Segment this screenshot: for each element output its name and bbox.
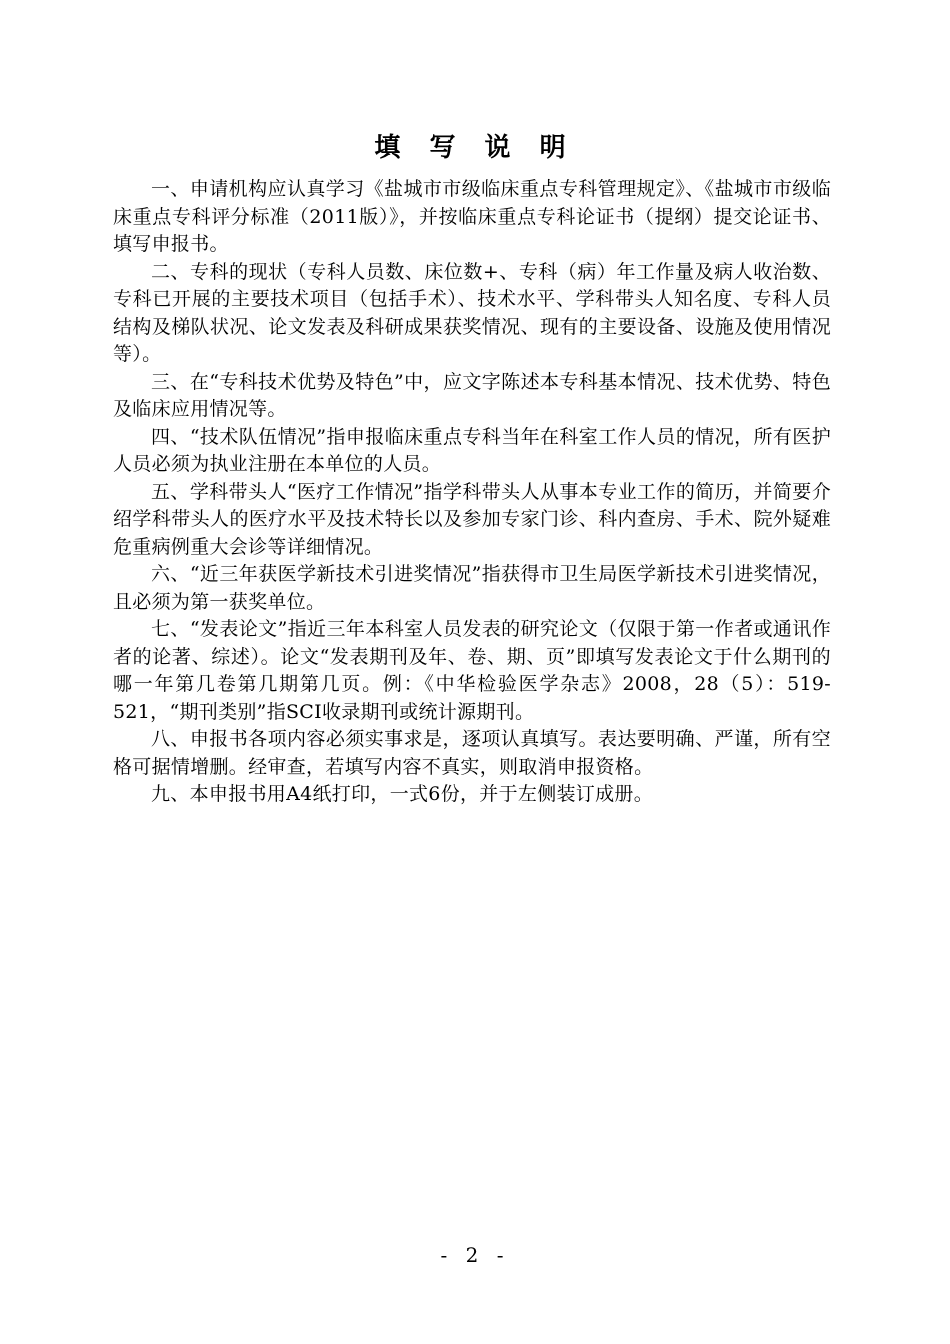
instruction-item-1: 一、申请机构应认真学习《盐城市市级临床重点专科管理规定》、《盐城市市级临床重点专科评分标准（2011版）》，并按临床重点专科论证书（提纲）提交论证书、填写申报书。 (113, 178, 831, 255)
instruction-item-7: 七、“发表论文”指近三年本科室人员发表的研究论文（仅限于第一作者或通讯作者的论著、综述）。论文“发表期刊及年、卷、期、页”即填写发表论文于什么期刊的哪一年第几卷第几期第几页。例：《中华检验医学杂志》2008，28（5）：519-521，“期刊类别”指SCI收录期刊或统计源期刊。 (113, 618, 831, 723)
instruction-item-9: 九、本申报书用A4纸打印，一式6份，并于左侧装订成册。 (151, 783, 653, 805)
instruction-item-2: 二、专科的现状（专科人员数、床位数+、专科（病）年工作量及病人收治数、专科已开展的主要技术项目（包括手术）、技术水平、学科带头人知名度、专科人员结构及梯队状况、论文发表及科研成果获奖情况、现有的主要设备、设施及使用情况等）。 (113, 260, 831, 365)
instruction-item-3: 三、在“专科技术优势及特色”中，应文字陈述本专科基本情况、技术优势、特色及临床应用情况等。 (113, 370, 831, 420)
instruction-item-4: 四、“技术队伍情况”指申报临床重点专科当年在科室工作人员的情况，所有医护人员必须为执业注册在本单位的人员。 (113, 425, 831, 475)
page-title: 填 写 说 明 (374, 133, 576, 163)
instruction-item-8: 八、申报书各项内容必须实事求是，逐项认真填写。表达要明确、严谨，所有空格可据情增删。经审查，若填写内容不真实，则取消申报资格。 (113, 728, 831, 778)
instruction-item-6: 六、“近三年获医学新技术引进奖情况”指获得市卫生局医学新技术引进奖情况，且必须为第一获奖单位。 (113, 563, 831, 613)
page-number: - 2 - (440, 1243, 510, 1267)
instructions-body (113, 176, 831, 809)
instruction-item-5: 五、学科带头人“医疗工作情况”指学科带头人从事本专业工作的简历，并简要介绍学科带头人的医疗水平及技术特长以及参加专家门诊、科内查房、手术、院外疑难危重病例重大会诊等详细情况。 (113, 480, 831, 558)
